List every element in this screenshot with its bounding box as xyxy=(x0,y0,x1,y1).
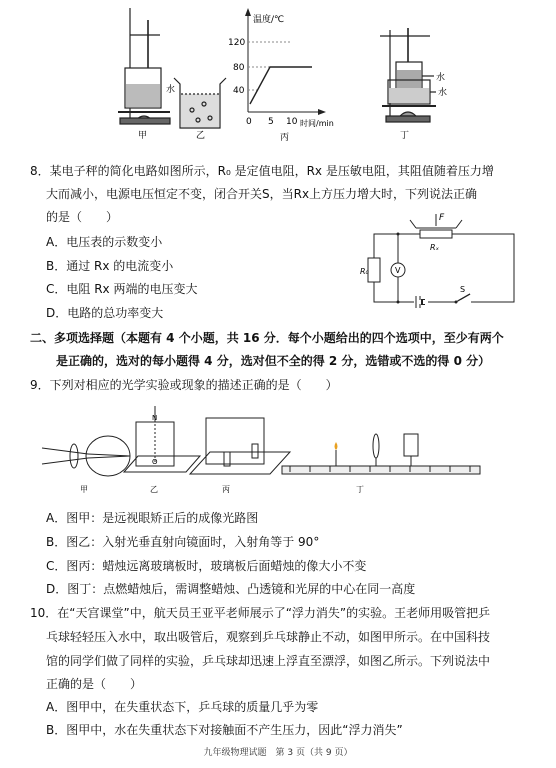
q8-circuit-diagram xyxy=(360,210,520,310)
label-water-ding-2: 水 xyxy=(438,88,448,98)
top-figure xyxy=(100,0,460,142)
q9-option-c: C．图丙：蜡烛远离玻璃板时，玻璃板后面蜡烛的像大小不变 xyxy=(46,559,367,573)
graph-ytick-120: 120 xyxy=(228,38,246,48)
fig9-label-o: O xyxy=(152,458,158,466)
circuit-label-r0: R₀ xyxy=(360,267,369,276)
circuit-label-v: V xyxy=(395,266,401,275)
apparatus-jia xyxy=(118,8,170,124)
label-yi-top: 乙 xyxy=(196,131,206,141)
figure-ding-bench xyxy=(282,434,480,474)
q9-figures xyxy=(40,398,520,498)
q10-stem-line1: 10．在“天宫课堂”中，航天员王亚平老师展示了“浮力消失”的实验。王老师用吸管把乒 xyxy=(30,606,491,620)
q10-stem-line2: 乓球轻轻压入水中，取出吸管后，观察到乒乓球静止不动，如图甲所示。在中国科技 xyxy=(46,630,491,644)
graph-xtick-10: 10 xyxy=(286,117,298,127)
fig9-label-yi: 乙 xyxy=(150,485,158,494)
circuit-label-s: S xyxy=(460,285,466,294)
q9-stem: 9．下列对相应的光学实验或现象的描述正确的是（ ） xyxy=(30,378,338,392)
graph-ytick-40: 40 xyxy=(233,86,245,96)
q8-stem-line3: 的是（ ） xyxy=(46,210,119,224)
label-ding-top: 丁 xyxy=(400,131,410,141)
fig9-label-n: N xyxy=(152,414,158,422)
fig9-label-ding: 丁 xyxy=(356,485,364,494)
section2-line2: 是正确的，选对的每小题得 4 分，选对但不全的得 2 分，选错或不选的得 0 分） xyxy=(56,354,491,368)
q10-option-a: A．图甲中，在失重状态下，乒乓球的质量几乎为零 xyxy=(46,700,319,714)
graph-xtick-5: 5 xyxy=(268,117,274,127)
q8-option-b: B．通过 Rx 的电流变小 xyxy=(46,259,174,273)
q10-stem-line3: 馆的同学们做了同样的实验，乒乓球却迅速上浮直至漂浮，如图乙所示。下列说法中 xyxy=(46,654,491,668)
q10-stem-line4: 正确的是（ ） xyxy=(46,677,143,691)
label-water-jia: 水 xyxy=(166,85,176,95)
circuit-label-f: F xyxy=(439,213,445,223)
section2-line1: 二、多项选择题（本题有 4 个小题，共 16 分．每个小题给出的四个选项中，至少有两个 xyxy=(30,331,504,345)
apparatus-yi xyxy=(174,78,226,128)
apparatus-ding xyxy=(380,28,436,122)
q10-option-b: B．图甲中，水在失重状态下对接触面不产生压力，因此“浮力消失” xyxy=(46,723,403,737)
figure-bing-glass xyxy=(190,418,290,474)
page-footer: 九年级物理试题 第 3 页（共 9 页） xyxy=(203,748,353,758)
graph-xlabel: 时间/min xyxy=(300,119,334,128)
q9-option-a: A．图甲：是远视眼矫正后的成像光路图 xyxy=(46,511,259,525)
q8-stem-line2: 大而减小，电源电压恒定不变，闭合开关S，当Rx上方压力增大时，下列说法正确 xyxy=(46,187,478,201)
label-jia-top: 甲 xyxy=(138,131,148,141)
q9-option-d: D．图丁：点燃蜡烛后，需调整蜡烛、凸透镜和光屏的中心在同一高度 xyxy=(46,582,416,596)
fig9-label-bing: 丙 xyxy=(222,485,230,494)
label-water-ding-1: 水 xyxy=(436,73,446,83)
figure-yi-mirror xyxy=(124,406,200,472)
graph-ylabel: 温度/℃ xyxy=(253,15,285,25)
q8-option-d: D．电路的总功率变大 xyxy=(46,306,164,320)
figure-jia-eye xyxy=(42,436,130,476)
graph-ytick-80: 80 xyxy=(233,63,245,73)
circuit-label-rx: Rₓ xyxy=(430,243,440,252)
q8-option-a: A．电压表的示数变小 xyxy=(46,235,163,249)
q8-option-c: C．电阻 Rx 两端的电压变大 xyxy=(46,282,198,296)
fig9-label-jia: 甲 xyxy=(80,485,88,494)
graph-xtick-0: 0 xyxy=(246,117,252,127)
label-bing-top: 丙 xyxy=(280,133,290,142)
q9-option-b: B．图乙：入射光垂直射向镜面时，入射角等于 90° xyxy=(46,535,320,549)
q8-stem-line1: 8．某电子秤的简化电路如图所示，R₀ 是定值电阻，Rx 是压敏电阻，其阻值随着压力增 xyxy=(30,164,494,178)
